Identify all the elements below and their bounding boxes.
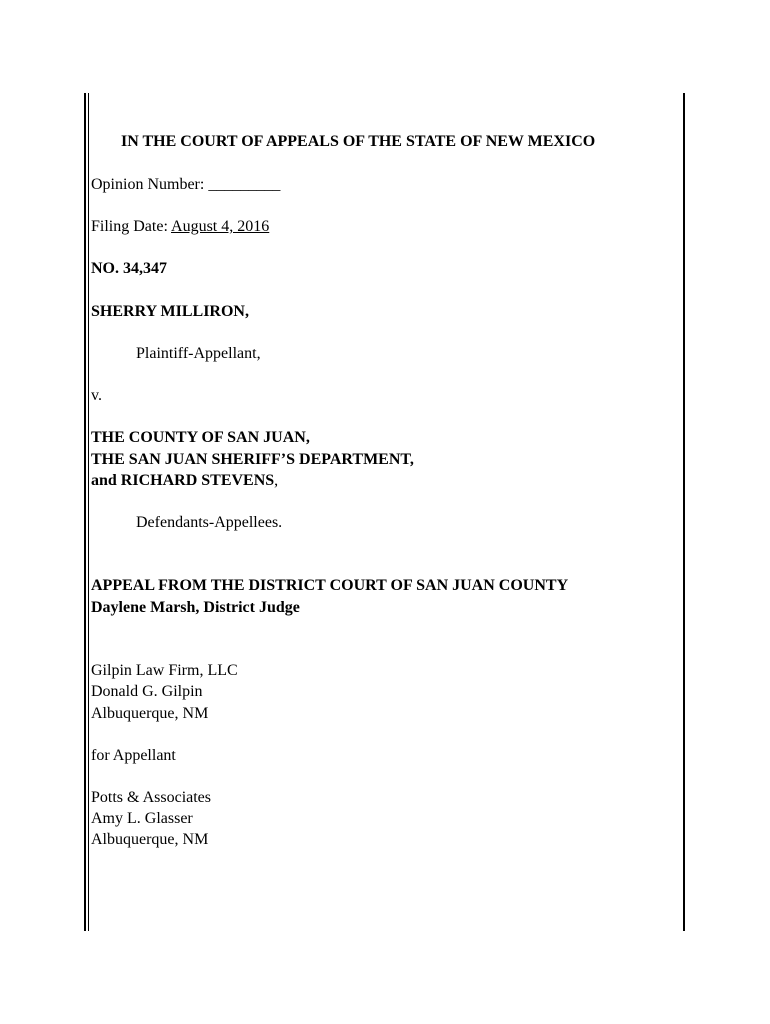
right-margin-rule <box>683 93 685 931</box>
appellee-counsel-city: Albuquerque, NM <box>91 831 209 848</box>
appellant-counsel-firm: Gilpin Law Firm, LLC <box>91 662 238 679</box>
opinion-number-line <box>91 174 280 196</box>
filing-date-value: August 4, 2016 <box>171 218 270 235</box>
defendants-role: Defendants-Appellees. <box>136 514 283 531</box>
appeal-line-1: APPEAL FROM THE DISTRICT COURT OF SAN JUAN COUNTY <box>91 577 569 594</box>
defendant-line-1: THE COUNTY OF SAN JUAN, <box>91 429 310 446</box>
defendant-line-2: THE SAN JUAN SHERIFF’S DEPARTMENT, <box>91 451 414 468</box>
appellee-counsel-attorney: Amy L. Glasser <box>91 810 193 827</box>
appellant-counsel-city: Albuquerque, NM <box>91 705 209 722</box>
defendant-line-3-name: and RICHARD STEVENS <box>91 472 275 489</box>
opinion-number-value: _________ <box>208 176 281 193</box>
appeal-judge: Daylene Marsh, District Judge <box>91 599 300 616</box>
plaintiff-role: Plaintiff-Appellant, <box>136 345 261 362</box>
filing-date-label: Filing Date: <box>91 218 168 235</box>
case-number: NO. 34,347 <box>91 260 167 277</box>
opinion-number-label: Opinion Number: <box>91 176 205 193</box>
appellee-counsel-firm: Potts & Associates <box>91 789 212 806</box>
plaintiff-name: SHERRY MILLIRON, <box>91 303 249 320</box>
filing-date-line <box>91 216 269 238</box>
left-margin-rule-outer <box>84 93 86 931</box>
versus: v. <box>91 387 102 404</box>
defendant-line-3-punct: , <box>274 472 279 489</box>
court-title: IN THE COURT OF APPEALS OF THE STATE OF NEW MEXICO <box>121 133 596 150</box>
for-appellant: for Appellant <box>91 747 176 764</box>
defendant-line-3 <box>91 470 278 492</box>
appellant-counsel-attorney: Donald G. Gilpin <box>91 683 203 700</box>
left-margin-rule-inner <box>88 93 89 931</box>
